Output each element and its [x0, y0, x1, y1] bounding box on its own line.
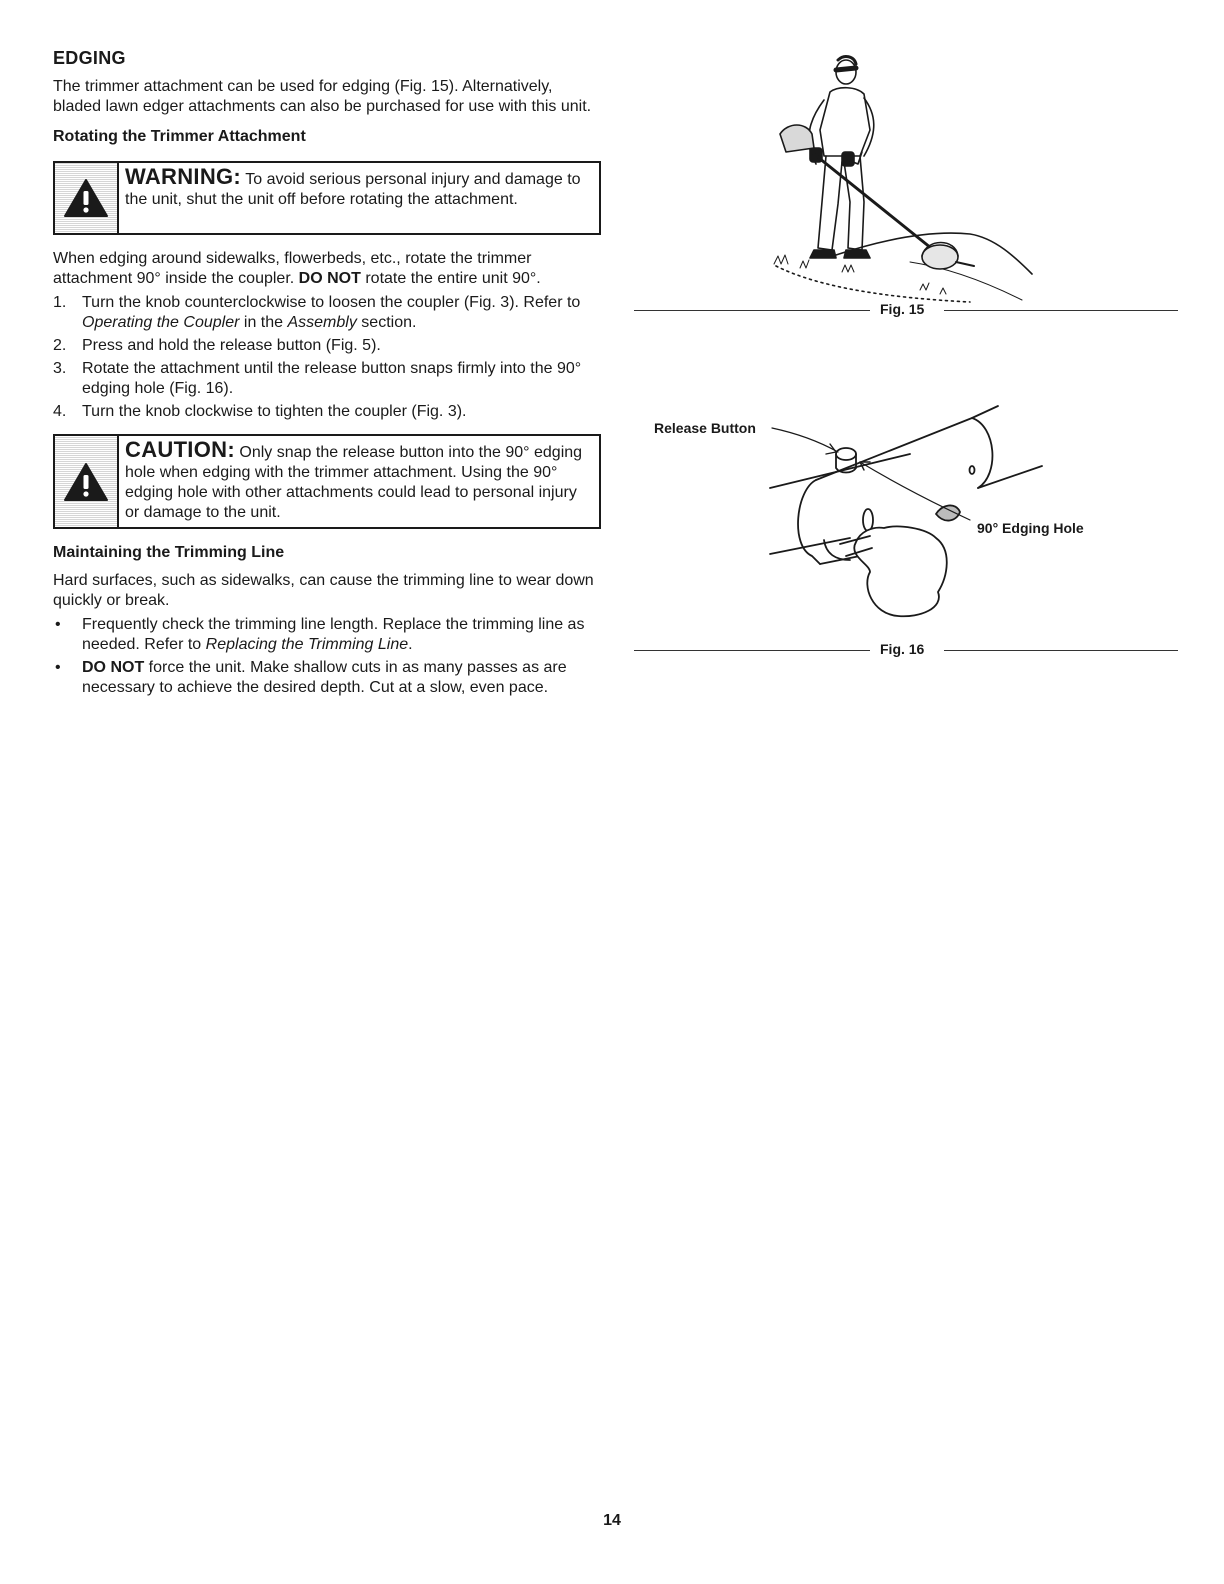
- intro-paragraph: The trimmer attachment can be used for edging (Fig. 15). Alternatively, bladed lawn edger attachments can also be purchased for use with this unit.: [53, 78, 592, 115]
- rotate-do-not: DO NOT: [298, 270, 361, 287]
- fig16-caption: [634, 640, 1178, 660]
- section-title: EDGING: [53, 48, 126, 68]
- left-column: [53, 48, 601, 701]
- step-item: 4. Turn the knob clockwise to tighten the coupler (Fig. 3).: [53, 403, 467, 420]
- operating-coupler-ref: Operating the Coupler: [82, 314, 240, 331]
- bullet-do-not: DO NOT: [82, 659, 145, 676]
- step-item: 2. Press and hold the release button (Fig. 5).: [53, 337, 381, 354]
- caution-text: Only snap the release button into the 90° edging hole when edging with the trimmer attachment. Using the 90° edging hole with other attachments could lead to personal injury or damage to the unit.: [125, 444, 583, 521]
- rotate-paragraph: [53, 249, 601, 289]
- maintaining-heading: Maintaining the Trimming Line: [53, 544, 285, 561]
- rotate-text-a: When edging around sidewalks, flowerbeds, etc., rotate the trimmer attachment 90° inside the coupler.: [53, 250, 532, 287]
- maintaining-intro: Hard surfaces, such as sidewalks, can cause the trimming line to wear down quickly or break.: [53, 572, 594, 609]
- rotate-steps: [53, 293, 601, 422]
- rotate-text-b: rotate the entire unit 90°.: [365, 270, 541, 287]
- release-button-callout: Release Button: [654, 420, 756, 436]
- replacing-line-ref: Replacing the Trimming Line: [205, 636, 409, 653]
- step-item: 1. Turn the knob counterclockwise to loosen the coupler (Fig. 3). Refer to Operating the Coupler in the Assembly section.: [53, 294, 581, 331]
- fig15-illustration: [760, 52, 1050, 308]
- fig15-caption: [634, 300, 1178, 320]
- fig16-illustration: [760, 396, 1050, 632]
- rotating-heading: Rotating the Trimmer Attachment: [53, 128, 306, 145]
- caution-triangle-icon: [63, 462, 109, 502]
- maintaining-bullets: [53, 615, 601, 698]
- warning-icon-cell: [55, 163, 119, 233]
- bullet-item: • DO NOT force the unit. Make shallow cuts in as many passes as are necessary to achieve the desired depth. Cut at a slow, even pace.: [55, 659, 567, 696]
- step-item: 3. Rotate the attachment until the release button snaps firmly into the 90° edging hole (Fig. 16).: [53, 360, 582, 397]
- warning-text: To avoid serious personal injury and damage to the unit, shut the unit off before rotating the attachment.: [125, 171, 581, 208]
- bullet-item: • Frequently check the trimming line length. Replace the trimming line as needed. Refer to Replacing the Trimming Line.: [55, 616, 585, 653]
- caution-label: CAUTION:: [125, 437, 235, 462]
- fig15-label: Fig. 15: [880, 301, 925, 317]
- warning-triangle-icon: [63, 178, 109, 218]
- fig16-label: Fig. 16: [880, 641, 925, 657]
- page-number: 14: [603, 1512, 621, 1529]
- caution-icon-cell: [55, 436, 119, 527]
- warning-label: WARNING:: [125, 164, 242, 189]
- warning-box: [53, 161, 601, 235]
- caution-box: [53, 434, 601, 529]
- edging-hole-callout: 90° Edging Hole: [977, 520, 1084, 536]
- assembly-ref: Assembly: [287, 314, 357, 331]
